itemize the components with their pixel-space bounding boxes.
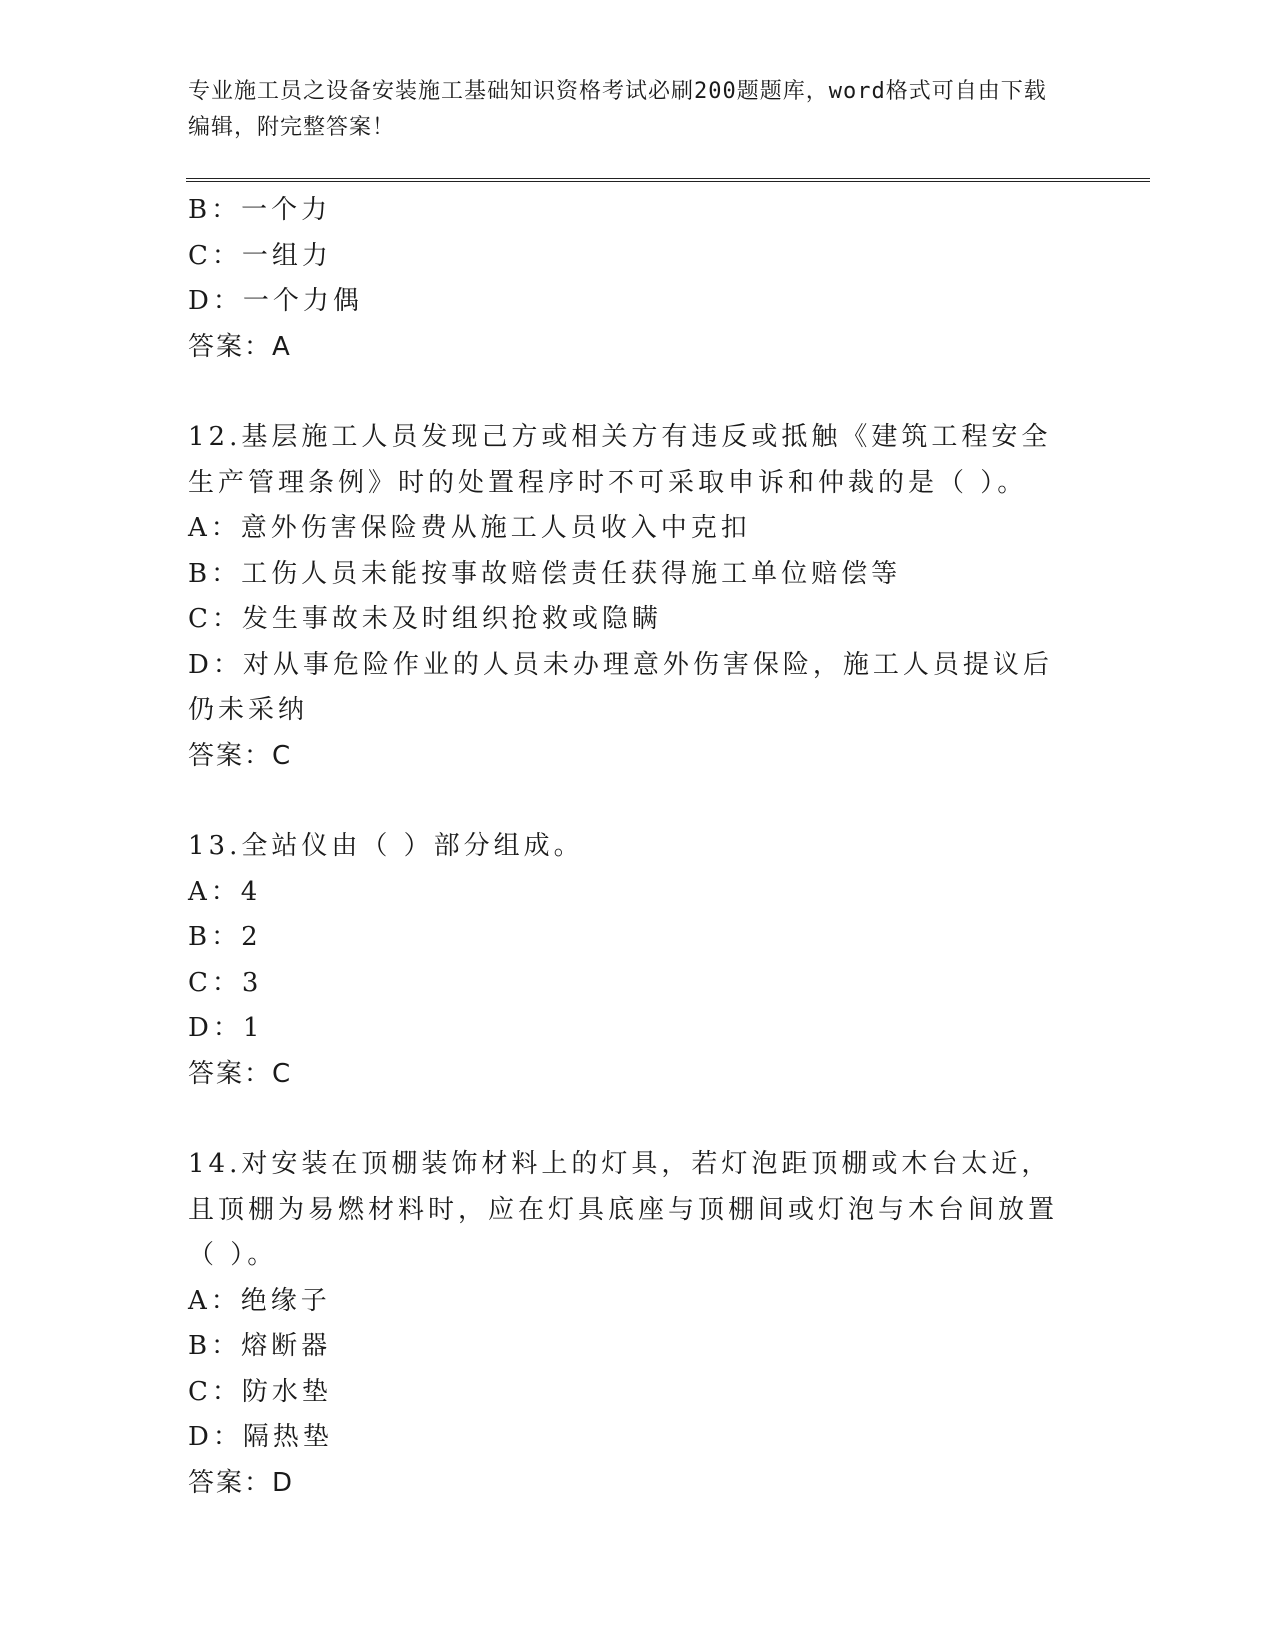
answer: 答案：A: [188, 331, 292, 362]
answer: 答案：D: [188, 1467, 295, 1498]
question-block-11-tail: [188, 188, 1088, 370]
answer: 答案：C: [188, 1058, 293, 1089]
header-divider: [186, 178, 1150, 182]
question-stem: 13.全站仪由（ ）部分组成。: [188, 831, 584, 861]
option-a: A：4: [188, 876, 262, 907]
question-stem: 12.基层施工人员发现己方或相关方有违反或抵触《建筑工程安全生产管理条例》时的处置程序时不可采取申诉和仲裁的是（ ）。: [188, 422, 1052, 498]
option-d: D：一个力偶: [188, 286, 363, 316]
option-a: A：意外伤害保险费从施工人员收入中克扣: [188, 513, 751, 543]
question-stem: 14.对安装在顶棚装饰材料上的灯具，若灯泡距顶棚或木台太近，且顶棚为易燃材料时，应在灯具底座与顶棚间或灯泡与木台间放置（ ）。: [188, 1149, 1059, 1270]
option-b: B：2: [188, 922, 262, 952]
page-header: 专业施工员之设备安装施工基础知识资格考试必刷200题题库，word格式可自由下载编辑，附完整答案！: [188, 79, 1047, 140]
option-a: A：绝缘子: [188, 1285, 331, 1316]
question-block-13: [188, 824, 1088, 1097]
option-c: C：发生事故未及时组织抢救或隐瞒: [188, 604, 662, 634]
option-b: B：熔断器: [188, 1331, 332, 1361]
option-b: B：一个力: [188, 195, 332, 225]
question-block-12: [188, 415, 1088, 779]
option-b: B：工伤人员未能按事故赔偿责任获得施工单位赔偿等: [188, 558, 902, 589]
answer: 答案：C: [188, 740, 293, 771]
document-body: [188, 188, 1088, 1506]
option-c: C：3: [188, 967, 263, 998]
option-c: C：一组力: [188, 240, 332, 271]
question-block-14: [188, 1142, 1088, 1506]
option-d: D：对从事危险作业的人员未办理意外伤害保险，施工人员提议后仍未采纳: [188, 649, 1053, 725]
option-c: C：防水垫: [188, 1376, 332, 1407]
option-d: D：1: [188, 1013, 264, 1043]
option-d: D：隔热垫: [188, 1422, 333, 1452]
